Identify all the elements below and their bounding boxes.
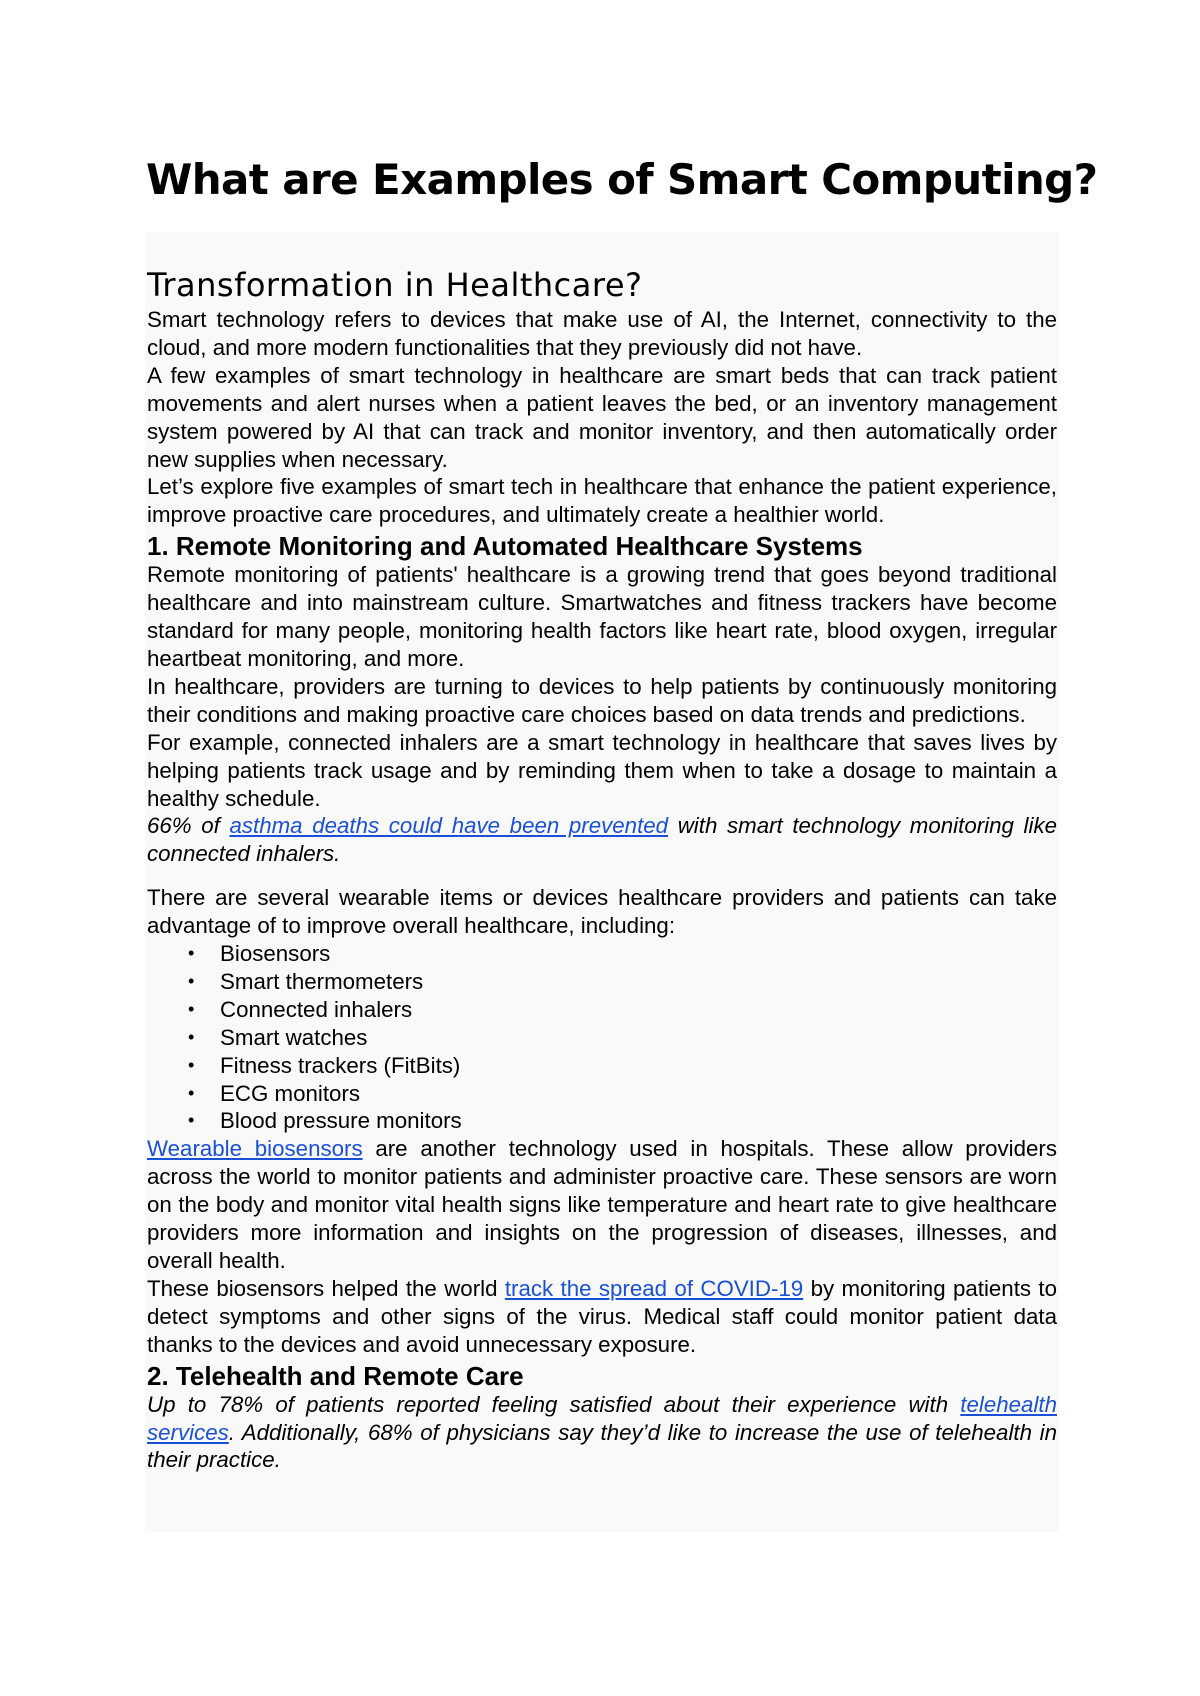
asthma-stat-before: 66% of	[147, 813, 230, 839]
covid-paragraph	[147, 1275, 1057, 1359]
telehealth-stat-before: Up to 78% of patients reported feeling satisfied about their experience with	[147, 1391, 961, 1417]
section1-paragraph: In healthcare, providers are turning to devices to help patients by continuously monitoring their conditions and making proactive care choices based on data trends and predictions.	[147, 673, 1057, 727]
section1-paragraph: For example, connected inhalers are a smart technology in healthcare that saves lives by helping patients track usage and by reminding them when to take a dosage to maintain a healthy schedule.	[147, 729, 1057, 811]
telehealth-stat-paragraph	[147, 1391, 1057, 1475]
covid-text-after: by monitoring patients to detect symptoms and other signs of the virus. Medical staff could monitor patient data thanks to the devices and avoid unnecessary exposure.	[147, 1275, 1058, 1357]
list-item	[147, 1024, 1057, 1052]
bullet-icon: •	[188, 1054, 195, 1075]
list-item	[147, 1052, 1057, 1080]
biosensors-paragraph	[147, 1135, 1057, 1275]
wearables-intro-paragraph: There are several wearable items or devices healthcare providers and patients can take advantage of to improve overall healthcare, including:	[147, 885, 1057, 939]
bullet-icon: •	[188, 1026, 195, 1047]
telehealth-stat-after: . Additionally, 68% of physicians say they’d like to increase the use of telehealth in their practice.	[147, 1419, 1057, 1473]
list-item	[147, 1080, 1057, 1108]
list-item	[147, 1107, 1057, 1135]
telehealth-services-link[interactable]: telehealth services	[147, 1391, 1057, 1445]
wearable-biosensors-link[interactable]: Wearable biosensors	[147, 1136, 363, 1162]
asthma-deaths-link[interactable]: asthma deaths could have been prevented	[229, 813, 669, 839]
list-item-label: Biosensors	[220, 941, 331, 967]
list-item	[147, 940, 1057, 968]
bullet-icon: •	[188, 1082, 195, 1103]
bullet-icon: •	[188, 943, 195, 964]
article-body	[145, 232, 1059, 1532]
bullet-icon: •	[188, 998, 195, 1019]
intro-paragraph: A few examples of smart technology in healthcare are smart beds that can track patient movements and alert nurses when a patient leaves the bed, or an inventory management system powered by AI that can track and monitor inventory, and then automatically order new supplies when necessary.	[147, 362, 1057, 472]
list-item-label: Fitness trackers (FitBits)	[220, 1052, 461, 1078]
list-item	[147, 968, 1057, 996]
bullet-icon: •	[188, 970, 195, 991]
document-title: What are Examples of Smart Computing?	[146, 155, 1098, 204]
intro-paragraph: Smart technology refers to devices that make use of AI, the Internet, connectivity to the cloud, and more modern functionalities that they previously did not have.	[147, 307, 1057, 360]
covid-text-before: These biosensors helped the world	[147, 1275, 505, 1301]
list-item	[147, 996, 1057, 1024]
wearables-list	[147, 940, 1057, 1135]
covid-spread-link[interactable]: track the spread of COVID-19	[504, 1275, 804, 1301]
list-item-label: Smart watches	[220, 1024, 368, 1050]
list-item-label: Blood pressure monitors	[220, 1108, 462, 1134]
section1-paragraph: Remote monitoring of patients' healthcare is a growing trend that goes beyond traditional healthcare and into mainstream culture. Smartwatches and fitness trackers have become standard for many people, monitoring health factors like heart rate, blood oxygen, irregular heartbeat monitoring, and more.	[147, 562, 1057, 671]
section2-heading: 2. Telehealth and Remote Care	[147, 1360, 524, 1391]
section-title: Transformation in Healthcare?	[147, 266, 643, 304]
intro-paragraph: Let’s explore five examples of smart tech in healthcare that enhance the patient experience, improve proactive care procedures, and ultimately create a healthier world.	[147, 474, 1057, 528]
asthma-stat-paragraph	[147, 812, 1057, 868]
asthma-stat-after: with smart technology monitoring like connected inhalers.	[147, 813, 1057, 867]
bullet-icon: •	[188, 1110, 195, 1131]
list-item-label: Connected inhalers	[220, 996, 413, 1022]
list-item-label: Smart thermometers	[220, 968, 424, 994]
list-item-label: ECG monitors	[220, 1080, 361, 1106]
section1-heading: 1. Remote Monitoring and Automated Healthcare Systems	[147, 531, 863, 562]
biosensors-text: are another technology used in hospitals. These allow providers across the world to monitor patients and administer proactive care. These sensors are worn on the body and monitor vital health signs like temperature and heart rate to give healthcare providers more information and insights on the progression of diseases, illnesses, and overall health.	[147, 1136, 1058, 1273]
